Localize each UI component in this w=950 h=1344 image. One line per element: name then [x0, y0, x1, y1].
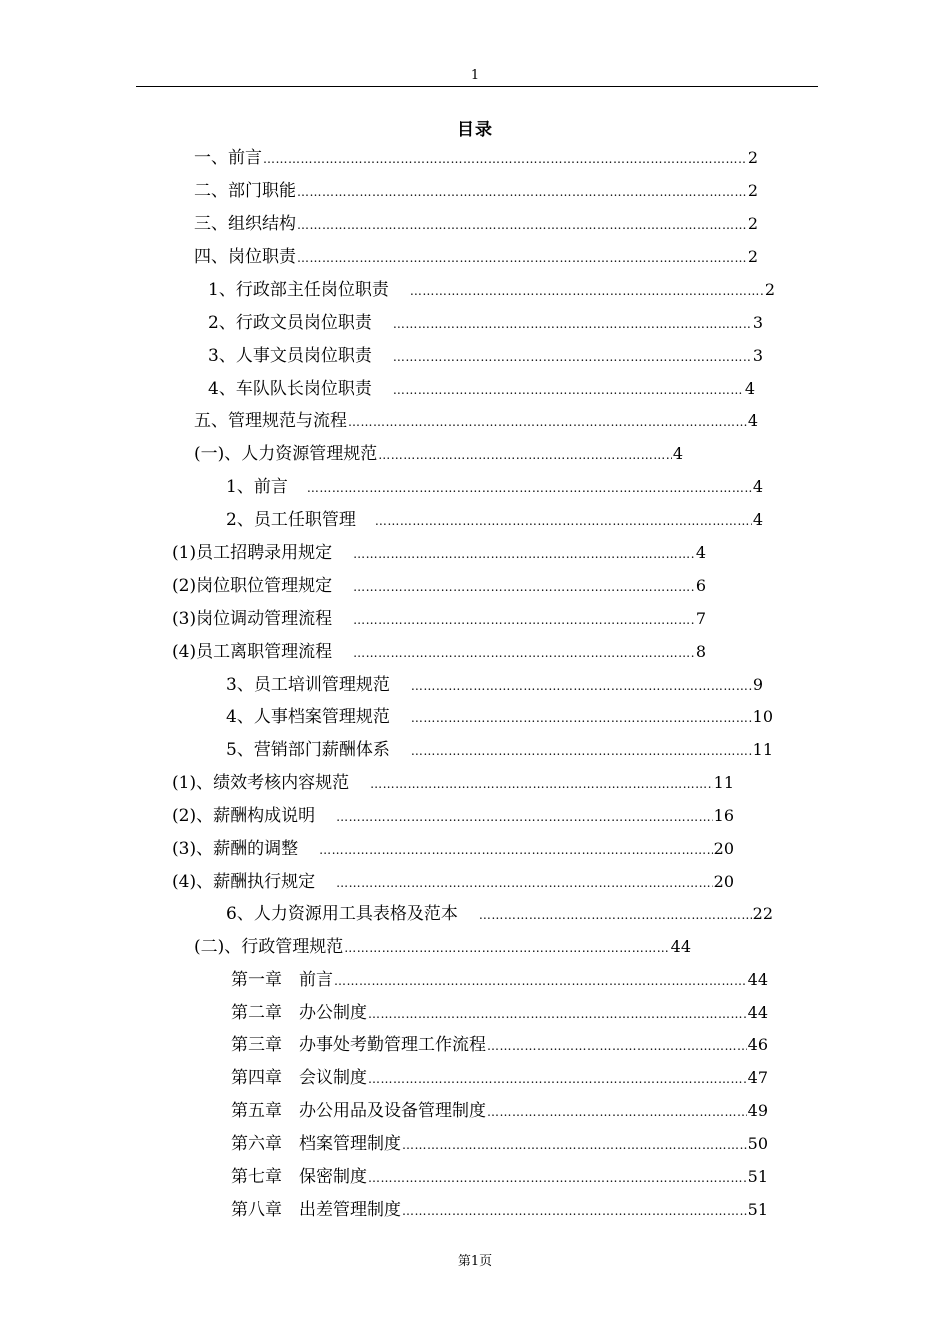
toc-entry-label: (3)、薪酬的调整 [172, 839, 299, 859]
header-rule [136, 86, 818, 87]
toc-entry-page: 2 [747, 247, 758, 266]
toc-entry[interactable] [226, 672, 763, 698]
toc-leader-dots [353, 607, 695, 633]
toc-leader-dots [353, 541, 695, 567]
toc-leader-dots [307, 475, 752, 501]
toc-leader-dots [319, 837, 713, 863]
toc-entry-page: 44 [670, 937, 691, 956]
toc-entry[interactable] [231, 1032, 768, 1058]
toc-entry-page: 7 [695, 609, 706, 628]
toc-entry-label: (1)员工招聘录用规定 [172, 543, 333, 563]
toc-entry[interactable] [172, 770, 734, 796]
toc-entry-label: 4、车队队长岗位职责 [208, 379, 372, 399]
toc-entry[interactable] [172, 869, 734, 895]
toc-entry-page: 8 [695, 642, 706, 661]
toc-entry[interactable] [231, 1098, 768, 1124]
toc-leader-dots [378, 442, 672, 468]
toc-entry[interactable] [172, 606, 706, 632]
toc-leader-dots [479, 902, 752, 928]
toc-entry-label: 1、行政部主任岗位职责 [208, 280, 389, 300]
toc-leader-dots [411, 738, 752, 764]
toc-leader-dots [353, 640, 695, 666]
toc-entry-page: 22 [752, 904, 773, 923]
toc-entry-label: 第一章 前言 [231, 970, 333, 990]
toc-entry[interactable] [231, 1000, 768, 1026]
toc-entry-page: 4 [747, 411, 758, 430]
toc-entry[interactable] [172, 803, 734, 829]
toc-entry-label: 2、员工任职管理 [226, 510, 356, 530]
toc-leader-dots [410, 278, 764, 304]
toc-entry-page: 51 [747, 1200, 768, 1219]
toc-entry-label: 四、岗位职责 [194, 247, 296, 267]
toc-entry-label: 第五章 办公用品及设备管理制度 [231, 1101, 486, 1121]
toc-entry-page: 44 [747, 1003, 768, 1022]
toc-entry[interactable] [231, 1065, 768, 1091]
toc-entry[interactable] [231, 1131, 768, 1157]
toc-entry-page: 51 [747, 1167, 768, 1186]
toc-entry[interactable] [172, 836, 734, 862]
toc-entry-label: 第三章 办事处考勤管理工作流程 [231, 1035, 486, 1055]
toc-entry-page: 20 [713, 872, 734, 891]
toc-entry[interactable] [194, 178, 758, 204]
toc-entry-label: 第四章 会议制度 [231, 1068, 367, 1088]
toc-entry-label: 4、人事档案管理规范 [226, 707, 390, 727]
toc-entry-page: 9 [752, 675, 763, 694]
toc-entry-page: 2 [747, 181, 758, 200]
toc-leader-dots [297, 212, 747, 238]
toc-entry-page: 2 [764, 280, 775, 299]
toc-entry-page: 4 [752, 510, 763, 529]
toc-entry[interactable] [208, 277, 775, 303]
toc-entry-page: 50 [747, 1134, 768, 1153]
toc-entry[interactable] [208, 310, 763, 336]
toc-entry-label: (二)、行政管理规范 [194, 937, 344, 957]
toc-leader-dots [334, 968, 747, 994]
toc-leader-dots [368, 1066, 747, 1092]
toc-entry-label: (2)岗位职位管理规定 [172, 576, 333, 596]
toc-entry-label: (4)员工离职管理流程 [172, 642, 333, 662]
toc-entry-page: 44 [747, 970, 768, 989]
toc-leader-dots [411, 705, 752, 731]
toc-entry-page: 3 [752, 346, 763, 365]
toc-leader-dots [368, 1001, 747, 1027]
toc-entry-label: 5、营销部门薪酬体系 [226, 740, 390, 760]
toc-leader-dots [393, 377, 744, 403]
toc-entry-page: 49 [747, 1101, 768, 1120]
toc-entry-page: 2 [747, 214, 758, 233]
toc-entry[interactable] [226, 704, 773, 730]
toc-leader-dots [393, 344, 752, 370]
toc-entry-label: 第六章 档案管理制度 [231, 1134, 401, 1154]
toc-entry-label: (3)岗位调动管理流程 [172, 609, 333, 629]
toc-leader-dots [336, 870, 713, 896]
toc-entry[interactable] [194, 145, 758, 171]
toc-leader-dots [402, 1198, 747, 1224]
toc-entry-label: (4)、薪酬执行规定 [172, 872, 316, 892]
toc-entry[interactable] [231, 1197, 768, 1223]
toc-entry-label: 3、人事文员岗位职责 [208, 346, 372, 366]
toc-entry[interactable] [172, 573, 706, 599]
toc-entry[interactable] [226, 737, 773, 763]
toc-entry-page: 4 [672, 444, 683, 463]
toc-leader-dots [393, 311, 752, 337]
toc-leader-dots [353, 574, 695, 600]
toc-entry-page: 16 [713, 806, 734, 825]
toc-leader-dots [487, 1099, 747, 1125]
toc-entry-label: 第七章 保密制度 [231, 1167, 367, 1187]
toc-leader-dots [411, 673, 752, 699]
toc-entry-page: 4 [744, 379, 755, 398]
toc-entry[interactable] [231, 1164, 768, 1190]
toc-entry-page: 20 [713, 839, 734, 858]
toc-entry-label: 2、行政文员岗位职责 [208, 313, 372, 333]
footer-page-label: 第1页 [457, 1254, 493, 1269]
toc-leader-dots [402, 1132, 747, 1158]
toc-entry-page: 4 [752, 477, 763, 496]
toc-entry[interactable] [226, 507, 763, 533]
toc-entry-page: 2 [747, 148, 758, 167]
toc-entry[interactable] [194, 934, 691, 960]
toc-entry-label: 五、管理规范与流程 [194, 411, 347, 431]
toc-leader-dots [336, 804, 713, 830]
toc-leader-dots [344, 935, 669, 961]
toc-entry-label: 二、部门职能 [194, 181, 296, 201]
toc-entry[interactable] [231, 967, 768, 993]
toc-entry[interactable] [194, 211, 758, 237]
toc-title: 目录 [457, 120, 493, 140]
toc-entry-page: 11 [752, 740, 773, 759]
toc-entry[interactable] [194, 408, 758, 434]
toc-entry[interactable] [226, 901, 773, 927]
toc-entry-label: 第八章 出差管理制度 [231, 1200, 401, 1220]
toc-leader-dots [487, 1033, 747, 1059]
toc-entry[interactable] [172, 639, 706, 665]
toc-entry[interactable] [226, 474, 763, 500]
toc-entry-page: 10 [752, 707, 773, 726]
toc-entry-label: 一、前言 [194, 148, 262, 168]
toc-entry-page: 6 [695, 576, 706, 595]
toc-entry-label: 第二章 办公制度 [231, 1003, 367, 1023]
toc-entry-page: 4 [695, 543, 706, 562]
toc-entry[interactable] [208, 376, 755, 402]
toc-leader-dots [348, 409, 747, 435]
toc-entry-page: 11 [713, 773, 734, 792]
toc-entry-label: (一)、人力资源管理规范 [194, 444, 378, 464]
toc-leader-dots [297, 245, 747, 271]
toc-entry[interactable] [194, 441, 683, 467]
toc-entry-page: 46 [747, 1035, 768, 1054]
toc-leader-dots [375, 508, 752, 534]
toc-entry-label: 6、人力资源用工具表格及范本 [226, 904, 458, 924]
toc-entry[interactable] [172, 540, 706, 566]
toc-entry[interactable] [194, 244, 758, 270]
toc-entry-label: (1)、绩效考核内容规范 [172, 773, 350, 793]
toc-entry-page: 47 [747, 1068, 768, 1087]
toc-entry-label: 三、组织结构 [194, 214, 296, 234]
toc-entry-label: 3、员工培训管理规范 [226, 675, 390, 695]
header-page-number: 1 [470, 68, 480, 83]
toc-leader-dots [370, 771, 713, 797]
toc-entry[interactable] [208, 343, 763, 369]
toc-entry-label: 1、前言 [226, 477, 288, 497]
toc-entry-page: 3 [752, 313, 763, 332]
toc-entry-label: (2)、薪酬构成说明 [172, 806, 316, 826]
toc-leader-dots [263, 146, 747, 172]
toc-leader-dots [297, 179, 747, 205]
toc-leader-dots [368, 1165, 747, 1191]
